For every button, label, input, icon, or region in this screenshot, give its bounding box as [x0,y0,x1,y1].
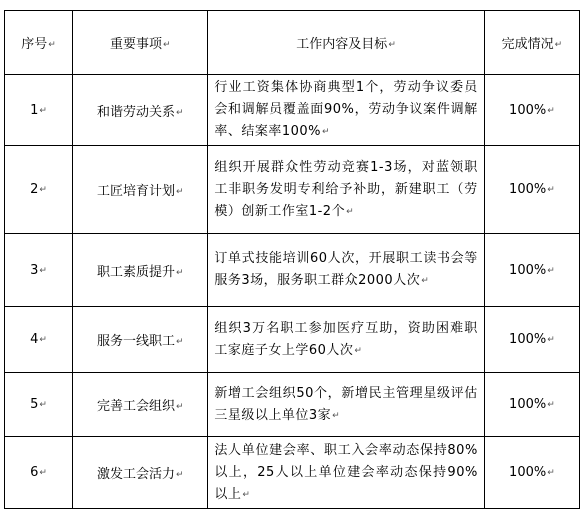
paragraph-mark-icon: ↵ [175,107,184,118]
paragraph-mark-icon: ↵ [39,105,47,116]
row-item: 和谐劳动关系↵ [73,75,208,146]
row-status: 100%↵ [484,75,579,146]
row-status: 100%↵ [484,373,579,437]
paragraph-mark-icon: ↵ [421,276,430,286]
row-content: 法人单位建会率、职工入会率动态保持80%以上，25人以上单位建会率动态保持90%以上↵ [208,437,484,509]
row-item: 工匠培育计划↵ [73,146,208,234]
row-item: 职工素质提升↵ [73,234,208,307]
table-row [5,75,580,146]
paragraph-mark-icon: ↵ [175,267,184,278]
row-content: 组织3万名职工参加医疗互助，资助困难职工家庭子女上学60人次↵ [208,307,484,373]
header-item: 重要事项↵ [73,11,208,75]
paragraph-mark-icon: ↵ [547,400,555,410]
paragraph-mark-icon: ↵ [346,206,355,217]
row-status: 100%↵ [484,307,579,373]
paragraph-mark-icon: ↵ [547,468,555,478]
row-number: 2↵ [5,146,73,234]
task-table [4,10,580,509]
paragraph-mark-icon: ↵ [162,40,171,50]
header-content: 工作内容及目标↵ [208,11,484,75]
paragraph-mark-icon: ↵ [354,345,363,356]
paragraph-mark-icon: ↵ [554,40,563,50]
paragraph-mark-icon: ↵ [332,410,341,421]
row-content: 订单式技能培训60人次，开展职工读书会等服务3场，服务职工群众2000人次↵ [208,234,484,307]
paragraph-mark-icon: ↵ [48,40,56,50]
row-status: 100%↵ [484,437,579,509]
row-content: 组织开展群众性劳动竞赛1-3场，对蓝领职工非职务发明专利给予补助，新建职工（劳模）创新工作室1-2个↵ [208,146,484,234]
row-number: 4↵ [5,307,73,373]
row-status: 100%↵ [484,234,579,307]
paragraph-mark-icon: ↵ [388,40,396,50]
row-item: 服务一线职工↵ [73,307,208,373]
row-item: 完善工会组织↵ [73,373,208,437]
paragraph-mark-icon: ↵ [175,470,184,480]
table-row [5,307,580,373]
table-row [5,373,580,437]
paragraph-mark-icon: ↵ [547,185,555,195]
paragraph-mark-icon: ↵ [547,105,555,116]
paragraph-mark-icon: ↵ [175,402,184,412]
row-number: 6↵ [5,437,73,509]
row-number: 3↵ [5,234,73,307]
paragraph-mark-icon: ↵ [547,265,555,276]
row-content: 行业工资集体协商典型1个，劳动争议委员会和调解员覆盖面90%，劳动争议案件调解率、结案率100%↵ [208,75,484,146]
row-item: 激发工会活力↵ [73,437,208,509]
table-row [5,437,580,509]
header-status: 完成情况↵ [484,11,579,75]
row-number: 5↵ [5,373,73,437]
header-number: 序号↵ [5,11,73,75]
paragraph-mark-icon: ↵ [39,265,47,276]
header-row [5,11,580,75]
paragraph-mark-icon: ↵ [39,400,47,410]
paragraph-mark-icon: ↵ [39,335,47,345]
table-row [5,234,580,307]
row-number: 1↵ [5,75,73,146]
row-content: 新增工会组织50个，新增民主管理星级评估三星级以上单位3家↵ [208,373,484,437]
paragraph-mark-icon: ↵ [322,127,331,137]
paragraph-mark-icon: ↵ [547,335,555,345]
paragraph-mark-icon: ↵ [175,337,184,347]
paragraph-mark-icon: ↵ [39,468,47,478]
paragraph-mark-icon: ↵ [175,187,184,197]
table-row [5,146,580,234]
row-status: 100%↵ [484,146,579,234]
paragraph-mark-icon: ↵ [39,185,47,195]
paragraph-mark-icon: ↵ [242,489,251,500]
